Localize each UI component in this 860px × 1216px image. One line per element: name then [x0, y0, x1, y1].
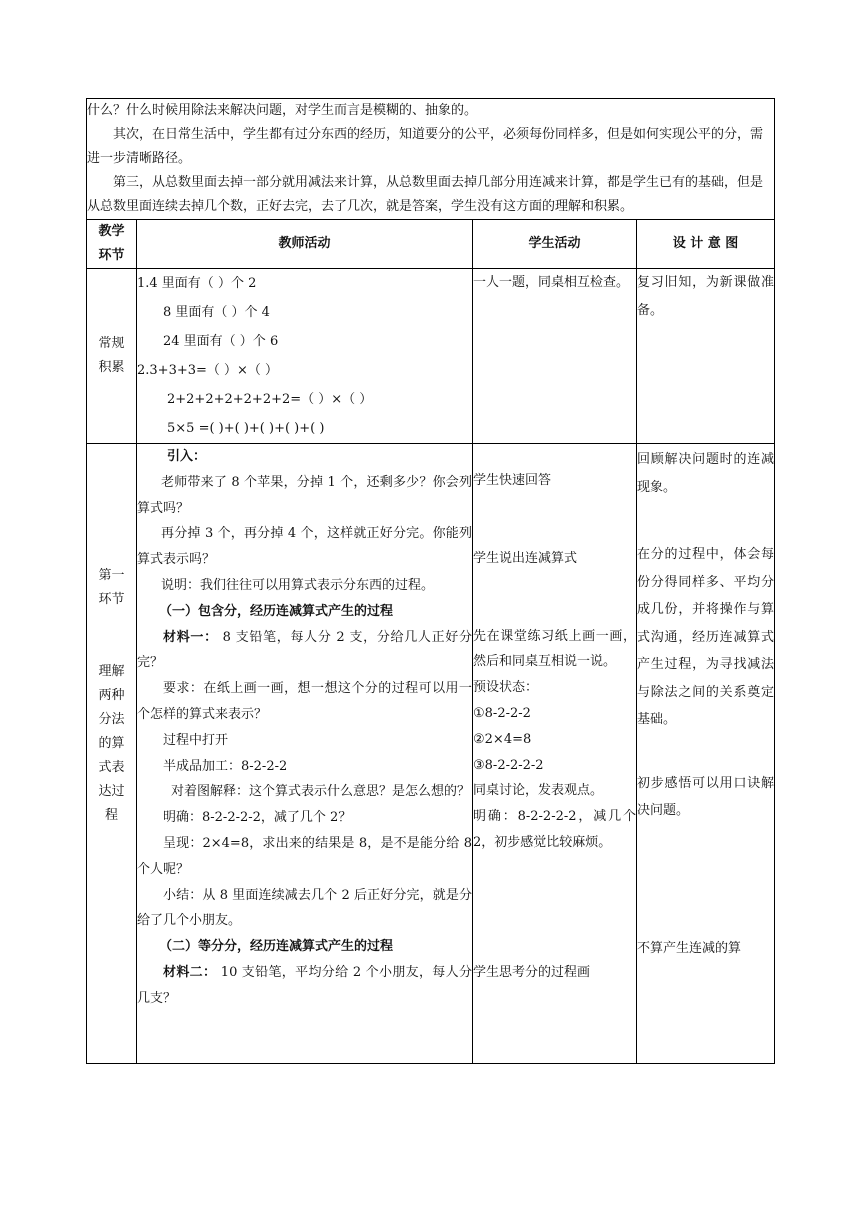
semi-finished: 半成品加工：8-2-2-2	[163, 758, 288, 774]
stage1-intent-cell	[637, 444, 775, 1064]
material-1-text: 8 支铅笔，每人分 2 支，分给几人正好分完？	[137, 629, 472, 671]
stage1-label-part: 分法	[98, 712, 125, 727]
intro-cell	[87, 99, 775, 220]
student-activity: 学生思考分的过程画	[473, 964, 591, 980]
lesson-plan-table	[86, 98, 775, 1064]
routine-item: 2+2+2+2+2+2+2=（ ）×（ ）	[167, 392, 373, 407]
student-activity: ①8-2-2-2	[473, 705, 531, 721]
present-prompt: 呈现：2×4=8，求出来的结果是 8，是不是能分给 8 个人呢？	[137, 835, 472, 877]
part2-title: （二）等分分，经历连减算式产生的过程	[159, 939, 394, 955]
material-2	[137, 960, 472, 1012]
teacher-note: 说明：我们往往可以用算式表示分东西的过程。	[161, 577, 435, 593]
stage1-label-part: 理解	[98, 664, 125, 679]
requirement: 要求：在纸上画一画，想一想这个分的过程可以用一个怎样的算式来表示？	[137, 681, 472, 722]
routine-label-line2: 积累	[98, 360, 125, 375]
stage1-student-cell	[473, 444, 637, 1064]
header-student-activity: 学生活动	[473, 220, 637, 269]
routine-item: 8 里面有（ ）个 4	[163, 305, 270, 320]
process-open: 过程中打开	[163, 732, 229, 748]
header-stage	[87, 220, 137, 269]
student-activity: ③8-2-2-2-2	[473, 757, 544, 773]
routine-student-cell: 一人一题，同桌相互检查。	[473, 269, 637, 444]
routine-item: 1.4 里面有（ ）个 2	[137, 276, 257, 291]
material-2-text: 10 支铅笔，平均分给 2 个小朋友，每人分几支？	[137, 964, 472, 1006]
routine-label-line1: 常规	[98, 336, 125, 351]
routine-row	[87, 269, 775, 444]
student-activity: 预设状态：	[473, 680, 539, 696]
student-activity: 同桌讨论，发表观点。	[473, 783, 604, 799]
header-design-intent: 设 计 意 图	[637, 220, 775, 269]
routine-item: 24 里面有（ ）个 6	[163, 334, 279, 349]
material-1	[137, 625, 472, 677]
design-intent: 回顾解决问题时的连减现象。	[637, 452, 775, 495]
header-teacher-activity: 教师活动	[137, 220, 473, 269]
design-intent: 在分的过程中，体会每份分得同样多、平均分成几份，并将操作与算式沟通，经历连减算式产生过程，为寻找减法与除法之间的关系奠定基础。	[637, 547, 775, 727]
teacher-question-1: 老师带来了 8 个苹果，分掉 1 个，还剩多少？你会列算式吗？	[137, 474, 472, 516]
design-intent: 不算产生连减的算	[637, 940, 742, 956]
header-stage-line2: 环节	[98, 248, 125, 263]
document-page	[86, 98, 774, 1064]
intro-paragraph-2: 其次，在日常生活中，学生都有过分东西的经历，知道要分的公平，必须每份同样多，但是如何实现公平的分，需进一步清晰路径。	[87, 127, 764, 166]
explain-prompt: 对着图解释：这个算式表示什么意思？是怎么想的？	[171, 784, 471, 800]
routine-item: 2.3+3+3=（ ）×（ ）	[137, 363, 279, 378]
routine-teacher-cell	[137, 269, 473, 444]
stage1-teacher-cell	[137, 444, 473, 1064]
stage1-row	[87, 444, 775, 1064]
intro-paragraph-3: 第三，从总数里面去掉一部分就用减法来计算，从总数里面去掉几部分用连减来计算，都是学生已有的基础，但是从总数里面连续去掉几个数，正好去完，去了几次，就是答案，学生没有这方面的理解和积累。	[87, 175, 764, 214]
routine-intent-cell: 复习旧知，为新课做准备。	[637, 269, 775, 444]
header-row	[87, 220, 775, 269]
design-intent: 初步感悟可以用口诀解决问题。	[637, 775, 775, 818]
stage1-label-part: 程	[104, 808, 118, 823]
stage1-label-line2: 环节	[98, 592, 125, 607]
stage1-label-line1: 第一	[98, 568, 125, 583]
stage1-label-part: 达过	[98, 784, 125, 799]
student-activity: 明确：8-2-2-2-2，减几个 2，初步感觉比较麻烦。	[473, 809, 636, 850]
material-1-label: 材料一：	[163, 629, 218, 645]
teacher-question-2: 再分掉 3 个，再分掉 4 个，这样就正好分完。你能列算式表示吗？	[137, 526, 472, 568]
stage1-label-part: 的算	[98, 736, 125, 751]
stage1-section-label	[87, 444, 137, 1064]
student-activity: ②2×4=8	[473, 731, 532, 747]
clarify-prompt: 明确：8-2-2-2-2，减了几个 2？	[163, 810, 352, 826]
student-activity: 先在课堂练习纸上画一画，然后和同桌互相说一说。	[473, 628, 636, 670]
routine-item: 5×5 =( )+( )+( )+( )+( )	[167, 421, 325, 436]
student-activity: 学生快速回答	[473, 473, 552, 488]
summary: 小结：从 8 里面连续减去几个 2 后正好分完，就是分给了几个小朋友。	[137, 887, 472, 929]
intro-row	[87, 99, 775, 220]
intro-title: 引入：	[167, 449, 207, 464]
material-2-label: 材料二：	[163, 964, 217, 980]
stage1-label-part: 两种	[98, 688, 125, 703]
intro-line-1: 什么？什么时候用除法来解决问题，对学生而言是模糊的、抽象的。	[87, 103, 478, 118]
header-stage-line1: 教学	[98, 224, 125, 239]
stage1-label-part: 式表	[98, 760, 125, 775]
student-activity: 学生说出连减算式	[473, 550, 578, 566]
routine-section-label	[87, 269, 137, 444]
part1-title: （一）包含分，经历连减算式产生的过程	[159, 603, 394, 619]
